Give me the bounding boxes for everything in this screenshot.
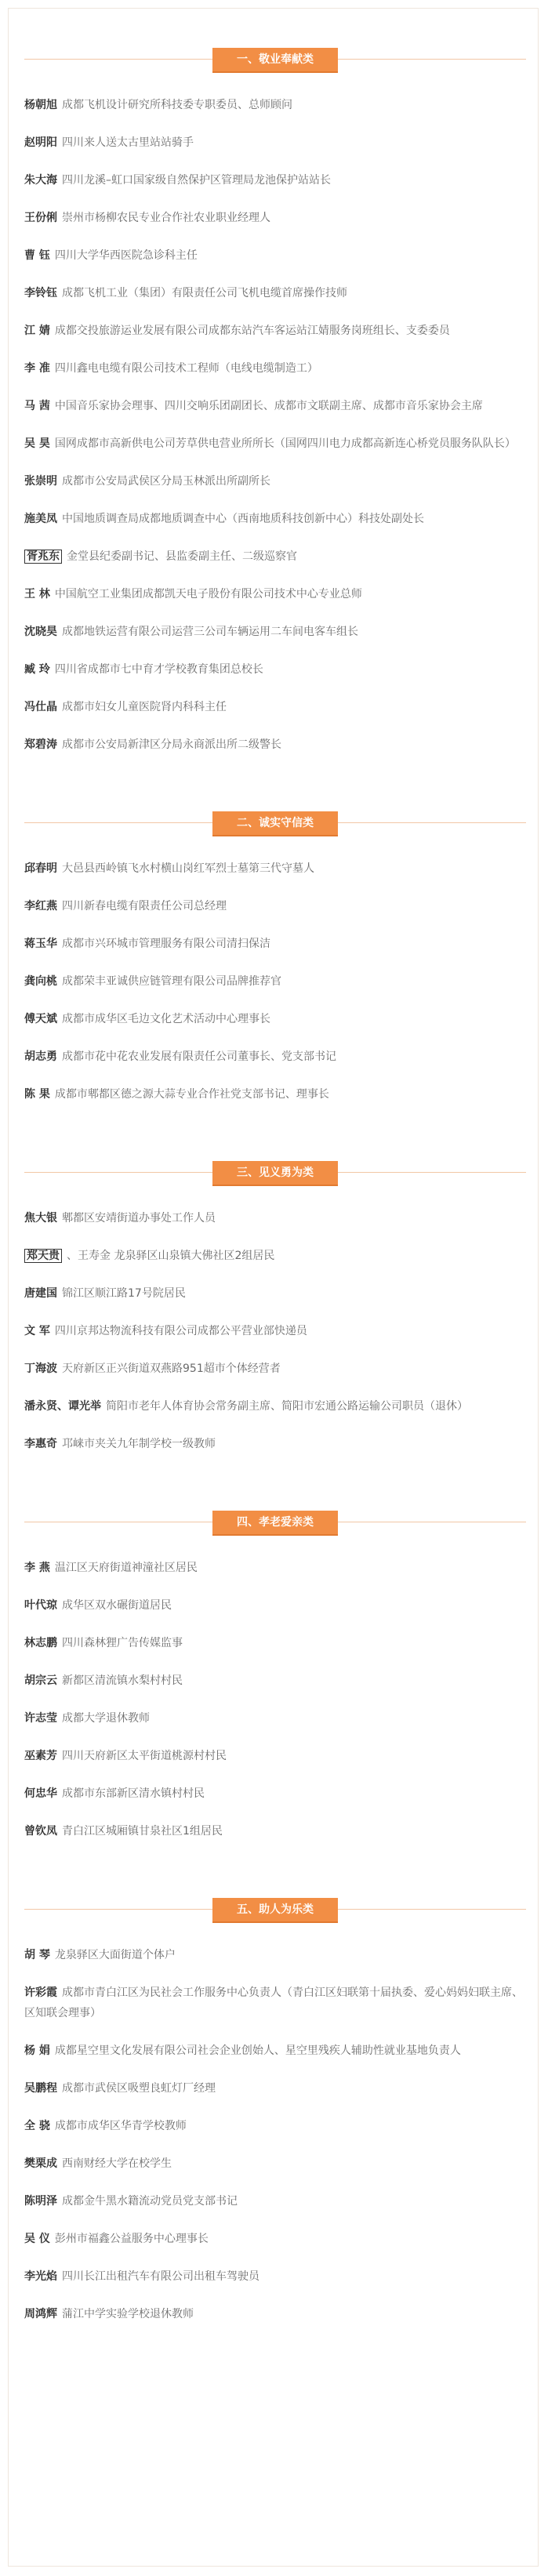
- honoree-entry: [24, 1708, 526, 1729]
- honoree-name: 胥兆东: [24, 550, 62, 564]
- honoree-name: 施美凤: [24, 513, 57, 525]
- honoree-name: 潘永贤、谭光举: [24, 1400, 101, 1413]
- honoree-description: 西南财经大学在校学生: [62, 2157, 172, 2170]
- section-header: [24, 772, 526, 858]
- honoree-name: 马 茜: [24, 400, 50, 412]
- honoree-description: 成都市成华区华青学校教师: [54, 2120, 187, 2132]
- honoree-description: 成都金牛黑水籍流动党员党支部书记: [62, 2195, 238, 2208]
- honoree-description: 成都市武侯区吸塑良虹灯厂经理: [62, 2082, 216, 2095]
- honoree-description: 青白江区城厢镇甘泉社区1组居民: [62, 1825, 223, 1838]
- honoree-description: 成都飞机设计研究所科技委专职委员、总师顾问: [62, 99, 292, 111]
- honoree-entry: [24, 1821, 526, 1841]
- honoree-name: 曾钦凤: [24, 1825, 57, 1838]
- honoree-description: 成都市花中花农业发展有限责任公司董事长、党支部书记: [62, 1050, 336, 1063]
- honoree-name: 傅天斌: [24, 1013, 57, 1025]
- honoree-name: 胡志勇: [24, 1050, 57, 1063]
- honoree-description: 成都地铁运营有限公司运营三公司车辆运用二车间电客车组长: [62, 626, 358, 638]
- honoree-description: 成都星空里文化发展有限公司社会企业创始人、星空里残疾人辅助性就业基地负责人: [54, 2044, 461, 2057]
- honoree-name: 丁海波: [24, 1362, 57, 1375]
- honoree-name: 许志莹: [24, 1712, 57, 1725]
- honoree-name: 杨朝旭: [24, 99, 57, 111]
- honoree-name: 陈 果: [24, 1088, 50, 1101]
- honoree-description: 天府新区正兴街道双燕路951超市个体经营者: [62, 1362, 281, 1375]
- honoree-name: 叶代琼: [24, 1599, 57, 1612]
- honoree-description: 简阳市老年人体育协会常务副主席、简阳市宏通公路运输公司职员（退休）: [106, 1400, 468, 1413]
- honoree-entry: [24, 2229, 526, 2249]
- section-header: [24, 1122, 526, 1208]
- honoree-description: 新都区清流镇水梨村村民: [62, 1674, 183, 1687]
- honoree-description: 郫都区安靖街道办事处工作人员: [62, 1212, 216, 1225]
- honoree-entry: [24, 1321, 526, 1341]
- honoree-name: 李 燕: [24, 1562, 50, 1574]
- section-title-banner: 三、见义勇为类: [212, 1161, 338, 1185]
- honoree-name: 郑碧涛: [24, 738, 57, 751]
- honoree-description: 成都市公安局武侯区分局玉林派出所副所长: [62, 475, 270, 488]
- honoree-entry: [24, 1671, 526, 1691]
- section-header: [24, 1859, 526, 1945]
- honoree-name: 王 林: [24, 588, 50, 600]
- section-header: [24, 9, 526, 95]
- honoree-entry: [24, 2153, 526, 2174]
- honoree-entry: [24, 208, 526, 228]
- honoree-name: 赵明阳: [24, 136, 57, 149]
- honoree-description: 金堂县纪委副书记、县监委副主任、二级巡察官: [67, 550, 297, 563]
- honoree-name: 陈明泽: [24, 2195, 57, 2208]
- honoree-entry: [24, 2304, 526, 2324]
- section-header: [24, 1471, 526, 1558]
- honoree-entry: [24, 1359, 526, 1379]
- section-title-banner: 二、诚实守信类: [212, 811, 338, 835]
- honoree-name: 龚向桃: [24, 975, 57, 988]
- honoree-description: 蒲江中学实验学校退休教师: [62, 2308, 194, 2320]
- honoree-entry: [24, 2078, 526, 2099]
- honoree-name: 蒋玉华: [24, 938, 57, 950]
- honoree-entry: [24, 1983, 526, 2023]
- honoree-entry: [24, 1208, 526, 1228]
- honoree-entry: [24, 396, 526, 416]
- honoree-description: 四川来人送太古里站站骑手: [62, 136, 194, 149]
- honoree-name: 冯仕晶: [24, 701, 57, 713]
- honoree-entry: [24, 622, 526, 642]
- honoree-name: 李红燕: [24, 900, 57, 912]
- honoree-entry: [24, 896, 526, 916]
- honoree-name: 胡宗云: [24, 1674, 57, 1687]
- honoree-name: 王份俐: [24, 212, 57, 224]
- honoree-description: 中国航空工业集团成都凯天电子股份有限公司技术中心专业总师: [54, 588, 362, 600]
- honoree-name: 邱春明: [24, 862, 57, 875]
- honoree-name: 吴 昊: [24, 437, 50, 450]
- honoree-entry: [24, 95, 526, 115]
- honoree-entry: [24, 1558, 526, 1578]
- honoree-name: 焦大银: [24, 1212, 57, 1225]
- honoree-entry: [24, 2266, 526, 2287]
- honoree-name: 吴鹏程: [24, 2082, 57, 2095]
- honoree-entry: [24, 735, 526, 755]
- document-frame: [8, 8, 539, 2567]
- honoree-name: 樊栗成: [24, 2157, 57, 2170]
- honoree-entry: [24, 358, 526, 379]
- honoree-description: 大邑县西岭镇飞水村横山岗红军烈士墓第三代守墓人: [62, 862, 314, 875]
- honoree-description: 成都市成华区毛边文化艺术活动中心理事长: [62, 1013, 270, 1025]
- honoree-description: 成华区双水碾街道居民: [62, 1599, 172, 1612]
- honoree-name: 李铃钰: [24, 287, 57, 299]
- honoree-name: 江 婧: [24, 325, 50, 337]
- honoree-name: 曹 钰: [24, 249, 50, 262]
- honoree-description: 四川龙溪–虹口国家级自然保护区管理局龙池保护站站长: [62, 174, 331, 187]
- honoree-entry: [24, 934, 526, 954]
- honoree-name: 周鸿辉: [24, 2308, 57, 2320]
- honoree-name: 臧 玲: [24, 663, 50, 676]
- honoree-description: 成都市东部新区清水镇村村民: [62, 1787, 205, 1800]
- honoree-entry: [24, 132, 526, 153]
- honoree-name: 文 军: [24, 1325, 50, 1337]
- honoree-description: 成都市兴环城市管理服务有限公司清扫保洁: [62, 938, 270, 950]
- honoree-entry: [24, 858, 526, 879]
- honoree-entry: [24, 434, 526, 454]
- honoree-entry: [24, 1084, 526, 1105]
- section-title-banner: 五、助人为乐类: [212, 1898, 338, 1921]
- honoree-description: 邛崃市夹关九年制学校一级教师: [62, 1438, 216, 1450]
- honoree-description: 四川省成都市七中育才学校教育集团总校长: [54, 663, 263, 676]
- honoree-entry: [24, 659, 526, 680]
- honoree-name: 许彩霞: [24, 1986, 57, 1999]
- honoree-entry: [24, 1434, 526, 1454]
- honoree-name: 郑天贵: [24, 1249, 62, 1263]
- honoree-description: 、王寿金 龙泉驿区山泉镇大佛社区2组居民: [67, 1250, 275, 1262]
- honoree-description: 国网成都市高新供电公司芳草供电营业所所长（国网四川电力成都高新连心桥党员服务队队长）: [54, 437, 516, 450]
- honoree-description: 成都飞机工业（集团）有限责任公司飞机电缆首席操作技师: [62, 287, 347, 299]
- honoree-description: 崇州市杨柳农民专业合作社农业职业经理人: [62, 212, 270, 224]
- honoree-entry: [24, 2191, 526, 2211]
- honoree-name: 李 准: [24, 362, 50, 375]
- honoree-description: 温江区天府街道神潼社区居民: [54, 1562, 198, 1574]
- honoree-description: 四川大学华西医院急诊科主任: [54, 249, 198, 262]
- honoree-entry: [24, 1783, 526, 1804]
- honoree-entry: [24, 584, 526, 604]
- honoree-name: 张崇明: [24, 475, 57, 488]
- honoree-entry: [24, 1009, 526, 1029]
- honoree-description: 彭州市福鑫公益服务中心理事长: [54, 2233, 209, 2245]
- honoree-entry: [24, 1246, 526, 1266]
- honoree-description: 成都市青白江区为民社会工作服务中心负责人（青白江区妇联第十届执委、爱心妈妈妇联主席、区知联会理事）: [24, 1986, 523, 2019]
- honoree-description: 四川新春电缆有限责任公司总经理: [62, 900, 227, 912]
- honoree-name: 沈晓昊: [24, 626, 57, 638]
- honoree-entry: [24, 509, 526, 529]
- honoree-description: 四川天府新区太平街道桃源村村民: [62, 1750, 227, 1762]
- honoree-name: 巫素芳: [24, 1750, 57, 1762]
- honoree-name: 杨 娟: [24, 2044, 50, 2057]
- honoree-entry: [24, 1945, 526, 1965]
- honoree-entry: [24, 1396, 526, 1417]
- honoree-entry: [24, 971, 526, 992]
- honoree-description: 成都市郫都区德之源大蒜专业合作社党支部书记、理事长: [54, 1088, 329, 1101]
- honoree-description: 四川森林狸广告传媒监事: [62, 1637, 183, 1649]
- honoree-description: 四川京邦达物流科技有限公司成都公平营业部快递员: [54, 1325, 307, 1337]
- honoree-name: 唐建国: [24, 1287, 57, 1300]
- honoree-entry: [24, 1633, 526, 1653]
- honoree-description: 中国音乐家协会理事、四川交响乐团副团长、成都市文联副主席、成都市音乐家协会主席: [54, 400, 483, 412]
- honoree-name: 林志鹏: [24, 1637, 57, 1649]
- honoree-entry: [24, 321, 526, 341]
- honoree-description: 龙泉驿区大面街道个体户: [54, 1949, 176, 1961]
- honoree-entry: [24, 170, 526, 190]
- honoree-description: 成都大学退休教师: [62, 1712, 150, 1725]
- honoree-description: 成都市公安局新津区分局永商派出所二级警长: [62, 738, 281, 751]
- honoree-description: 中国地质调查局成都地质调查中心（西南地质科技创新中心）科技处副处长: [62, 513, 424, 525]
- section-title-banner: 一、敬业奉献类: [212, 48, 338, 71]
- honoree-entry: [24, 2041, 526, 2061]
- honoree-entry: [24, 1047, 526, 1067]
- honoree-entry: [24, 2116, 526, 2136]
- honoree-description: 成都交投旅游运业发展有限公司成都东站汽车客运站江婧服务岗班组长、支委委员: [54, 325, 450, 337]
- honoree-description: 四川长江出租汽车有限公司出租车驾驶员: [62, 2270, 259, 2283]
- honoree-description: 成都荣丰亚诚供应链管理有限公司品牌推荐官: [62, 975, 281, 988]
- honoree-description: 锦江区顺江路17号院居民: [62, 1287, 186, 1300]
- honoree-description: 成都市妇女儿童医院肾内科科主任: [62, 701, 227, 713]
- honoree-description: 四川鑫电电缆有限公司技术工程师（电线电缆制造工）: [54, 362, 318, 375]
- honoree-name: 胡 琴: [24, 1949, 50, 1961]
- honoree-entry: [24, 283, 526, 303]
- honoree-name: 朱大海: [24, 174, 57, 187]
- honoree-name: 何忠华: [24, 1787, 57, 1800]
- honoree-entry: [24, 471, 526, 492]
- honoree-entry: [24, 546, 526, 567]
- honoree-entry: [24, 1283, 526, 1304]
- honoree-name: 李光焰: [24, 2270, 57, 2283]
- section-title-banner: 四、孝老爱亲类: [212, 1511, 338, 1534]
- honoree-name: 全 骁: [24, 2120, 50, 2132]
- document-content: [24, 9, 526, 2342]
- honoree-entry: [24, 245, 526, 266]
- honoree-entry: [24, 697, 526, 717]
- honoree-name: 吴 仪: [24, 2233, 50, 2245]
- honoree-name: 李惠奇: [24, 1438, 57, 1450]
- honoree-entry: [24, 1595, 526, 1616]
- honoree-entry: [24, 1746, 526, 1766]
